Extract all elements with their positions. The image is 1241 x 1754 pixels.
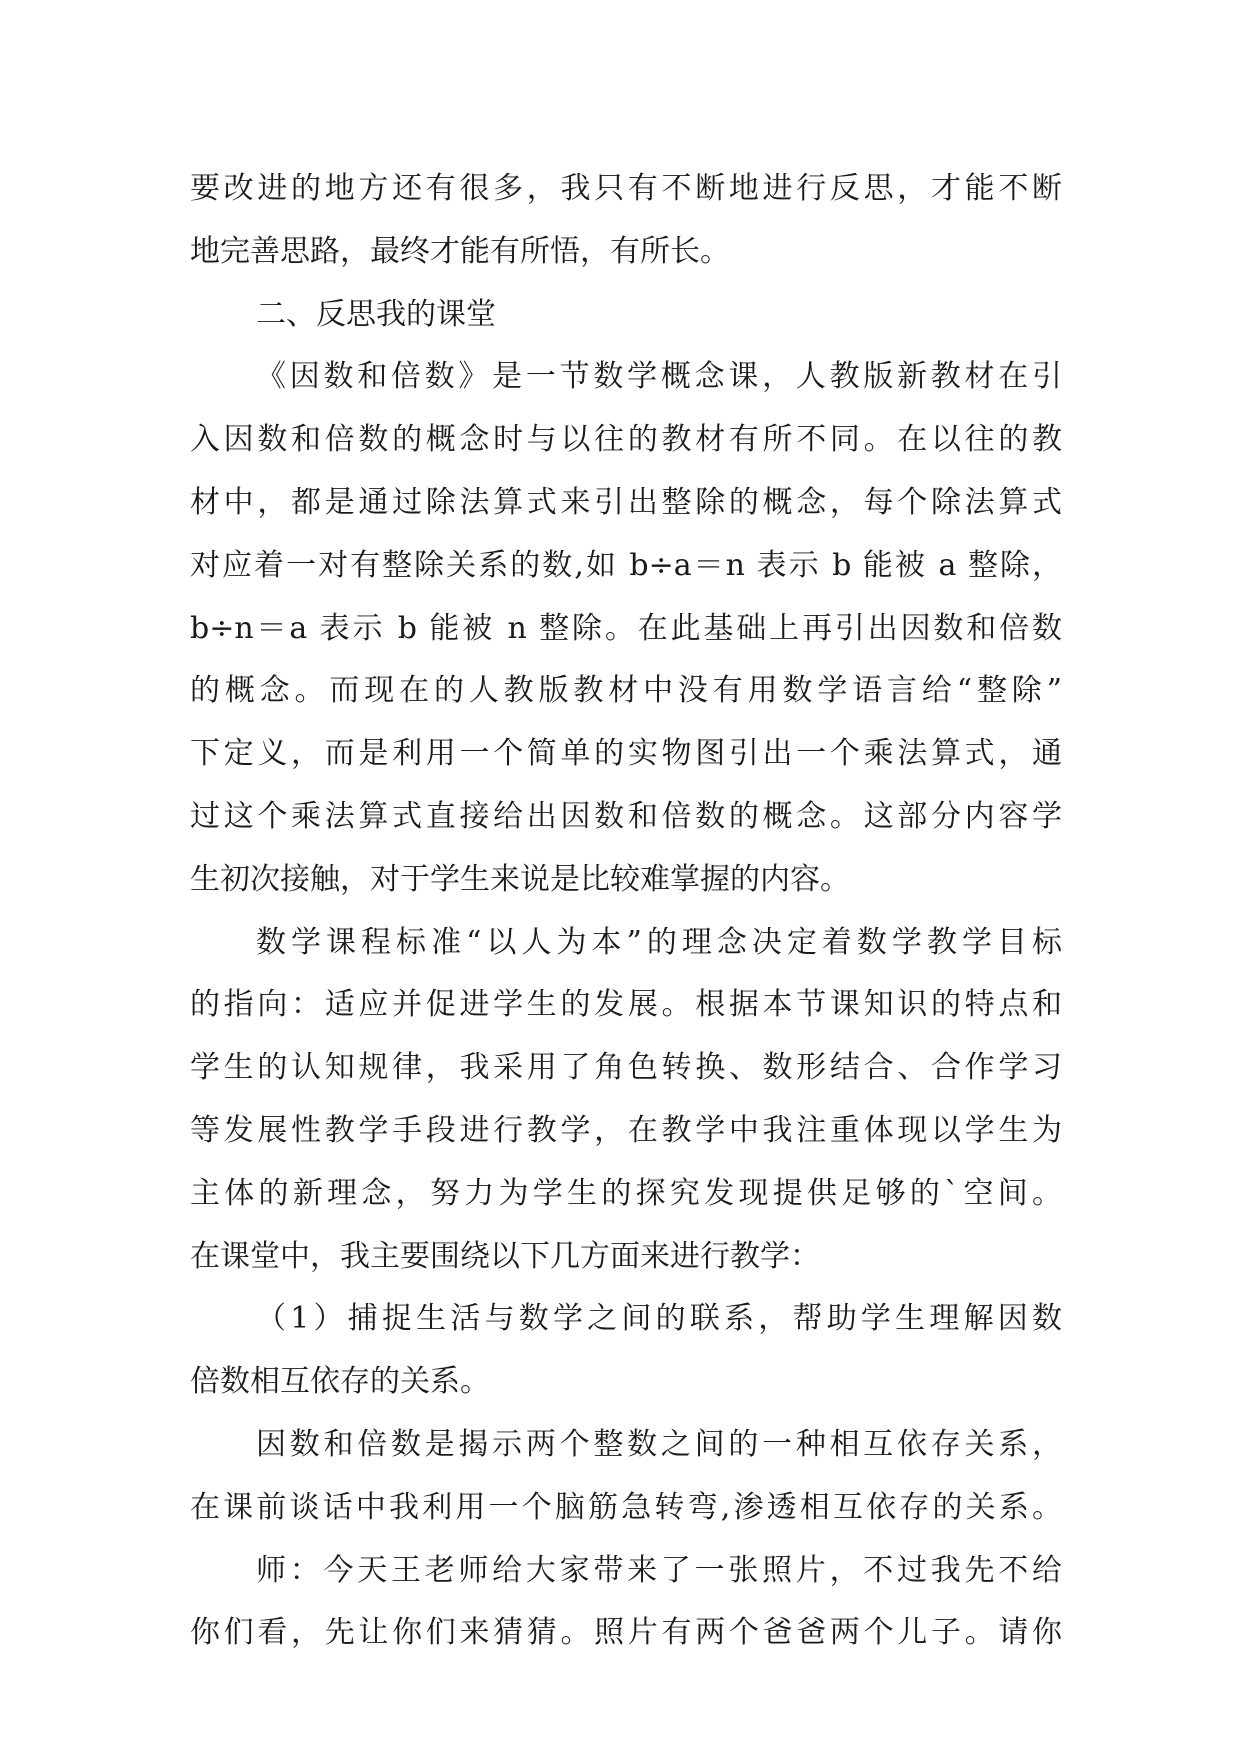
text-line-14: 的指向：适应并促进学生的发展。根据本节课知识的特点和 [190,987,1062,1023]
text-line-15: 学生的认知规律，我采用了角色转换、数形结合、合作学习 [190,1050,1062,1086]
text-line-23: 师：今天王老师给大家带来了一张照片，不过我先不给 [256,1552,1062,1588]
text-line-19: （1）捕捉生活与数学之间的联系，帮助学生理解因数 [256,1301,1062,1337]
text-line-8: b÷n＝a 表示 b 能被 n 整除。在此基础上再引出因数和倍数 [190,610,1062,646]
text-line-13: 数学课程标准“以人为本”的理念决定着数学教学目标 [256,924,1062,960]
text-line-2: 地完善思路，最终才能有所悟，有所长。 [190,233,730,269]
text-line-11: 过这个乘法算式直接给出因数和倍数的概念。这部分内容学 [190,798,1062,834]
text-line-12: 生初次接触，对于学生来说是比较难掌握的内容。 [190,861,850,897]
document-body [190,158,1062,1665]
text-line-9: 的概念。而现在的人教版教材中没有用数学语言给“整除” [190,673,1062,709]
text-line-20: 倍数相互依存的关系。 [190,1364,490,1400]
text-line-24: 你们看，先让你们来猜猜。照片有两个爸爸两个儿子。请你 [190,1615,1062,1651]
text-line-10: 下定义，而是利用一个简单的实物图引出一个乘法算式，通 [190,736,1062,772]
text-line-16: 等发展性教学手段进行教学，在教学中我注重体现以学生为 [190,1112,1062,1148]
text-line-1: 要改进的地方还有很多，我只有不断地进行反思，才能不断 [190,171,1062,206]
text-line-21: 因数和倍数是揭示两个整数之间的一种相互依存关系， [256,1426,1062,1462]
text-line-5: 入因数和倍数的概念时与以往的教材有所不同。在以往的教 [190,422,1062,458]
text-line-22: 在课前谈话中我利用一个脑筋急转弯,渗透相互依存的关系。 [190,1489,1062,1525]
section-heading: 二、反思我的课堂 [256,296,496,332]
text-line-18: 在课堂中，我主要围绕以下几方面来进行教学： [190,1238,820,1274]
text-line-7: 对应着一对有整除关系的数,如 b÷a＝n 表示 b 能被 a 整除， [190,547,1062,583]
text-line-4: 《因数和倍数》是一节数学概念课，人教版新教材在引 [256,359,1062,395]
text-line-17: 主体的新理念，努力为学生的探究发现提供足够的`空间。 [190,1175,1062,1211]
text-line-6: 材中，都是通过除法算式来引出整除的概念，每个除法算式 [190,484,1062,520]
